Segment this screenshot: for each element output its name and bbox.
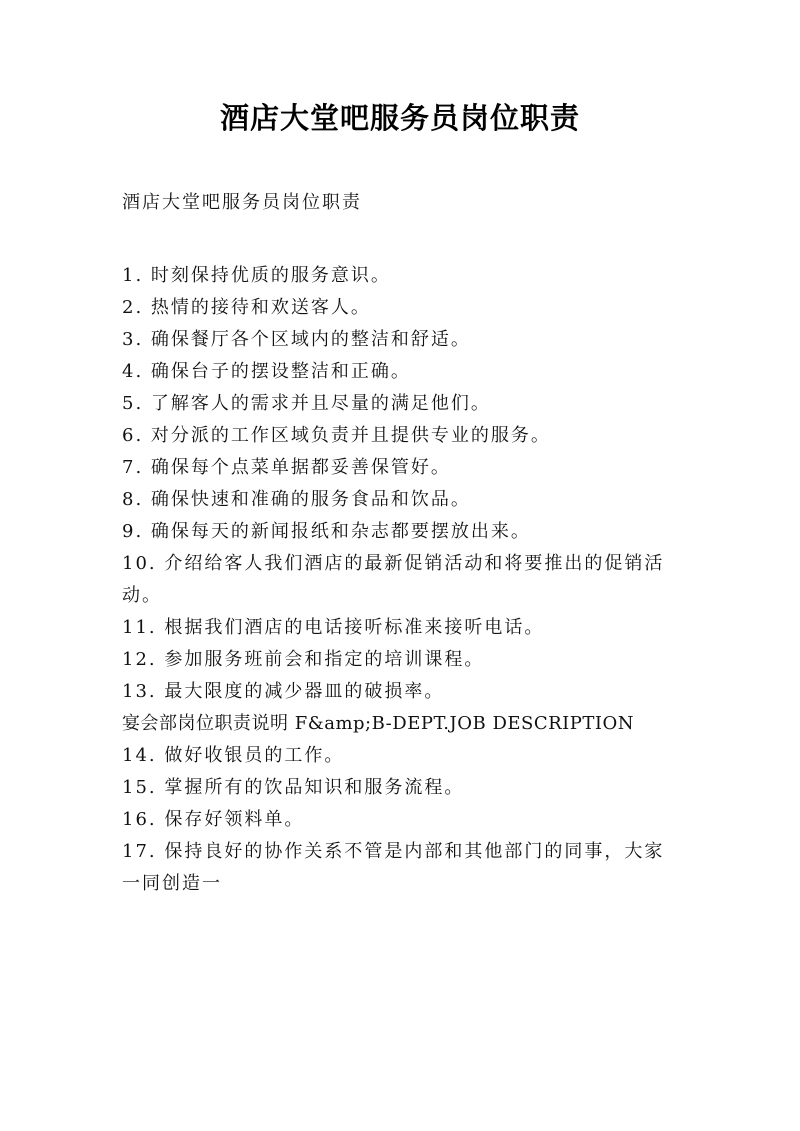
list-item: 9. 确保每天的新闻报纸和杂志都要摆放出来。 xyxy=(122,521,531,542)
list-item: 6. 对分派的工作区域负责并且提供专业的服务。 xyxy=(122,425,551,446)
document-title: 酒店大堂吧服务员岗位职责 xyxy=(219,101,580,135)
list-item: 10. 介绍给客人我们酒店的最新促销活动和将要推出的促销活动。 xyxy=(122,553,665,606)
list-item: 8. 确保快速和准确的服务食品和饮品。 xyxy=(122,489,471,510)
section-heading: 宴会部岗位职责说明 F&amp;B-DEPT.JOB DESCRIPTION xyxy=(122,713,635,734)
list-item: 5. 了解客人的需求并且尽量的满足他们。 xyxy=(122,393,491,414)
list-item: 13. 最大限度的减少器皿的破损率。 xyxy=(122,681,445,702)
list-item: 15. 掌握所有的饮品知识和服务流程。 xyxy=(122,777,465,798)
list-item: 11. 根据我们酒店的电话接听标准来接听电话。 xyxy=(122,617,545,638)
list-item: 12. 参加服务班前会和指定的培训课程。 xyxy=(122,649,485,670)
document-subtitle: 酒店大堂吧服务员岗位职责 xyxy=(122,192,362,213)
duty-list xyxy=(122,260,682,900)
list-item: 1. 时刻保持优质的服务意识。 xyxy=(122,265,391,286)
list-item: 4. 确保台子的摆设整洁和正确。 xyxy=(122,361,411,382)
list-item: 2. 热情的接待和欢送客人。 xyxy=(122,297,371,318)
list-item: 7. 确保每个点菜单据都妥善保管好。 xyxy=(122,457,451,478)
list-item: 16. 保存好领料单。 xyxy=(122,809,305,830)
list-item: 17. 保持良好的协作关系不管是内部和其他部门的同事，大家一同创造一 xyxy=(122,841,665,894)
list-item: 3. 确保餐厅各个区域内的整洁和舒适。 xyxy=(122,329,471,350)
list-item: 14. 做好收银员的工作。 xyxy=(122,745,345,766)
